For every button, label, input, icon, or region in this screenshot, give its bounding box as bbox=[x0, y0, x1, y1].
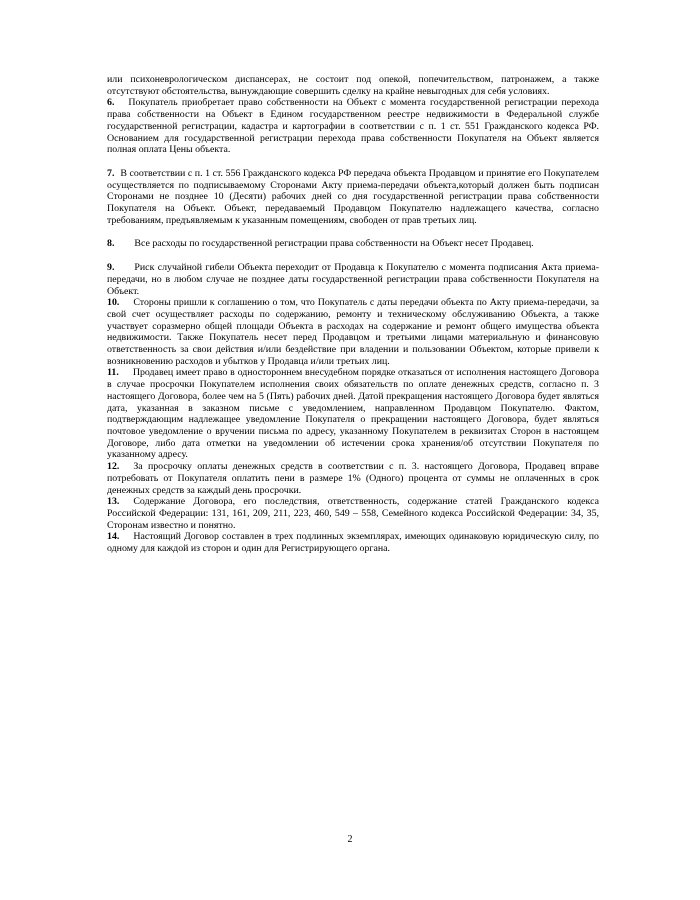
paragraph-text: Продавец имеет право в одностороннем внесудебном порядке отказаться от исполнения настоящего Договора в случае просрочки Покупателем исполнения своих обязательств по оплате денежных средств, согласно п. 3 настоящего Договора, более чем на 5 (Пять) рабочих дней. Датой прекращения настоящего Договора будет являться дата, указанная в заказном письме с уведомлением, направленном Продавцом Покупателю. Фактом, подтверждающим надлежащее уведомление Покупателя о прекращении настоящего Договора, будет являться почтовое уведомление о вручении письма по адресу, указанному Покупателем в реквизитах Сторон в настоящем Договоре, либо дата отметки на уведомлении об истечении срока хранения/об отсутствии Покупателя по указанному адресу. bbox=[107, 367, 599, 461]
paragraph-13 bbox=[107, 496, 599, 531]
paragraph-number: 14. bbox=[107, 531, 120, 543]
paragraph-text: Все расходы по государственной регистрации права собственности на Объект несет Продавец. bbox=[134, 238, 534, 250]
paragraph-number: 11. bbox=[107, 367, 119, 379]
paragraph-continuation bbox=[107, 74, 599, 97]
paragraph-10 bbox=[107, 297, 599, 367]
paragraph-12 bbox=[107, 461, 599, 496]
paragraph-7 bbox=[107, 168, 599, 227]
document-body bbox=[107, 74, 599, 555]
paragraph-text: или психоневрологическом диспансерах, не состоит под опекой, попечительством, патронажем, а также отсутствуют обстоятельства, вынуждающие совершить сделку на крайне невыгодных для себя условиях. bbox=[107, 74, 599, 97]
paragraph-text: Покупатель приобретает право собственности на Объект с момента государственной регистрации перехода права собственности на Объект в Едином государственном реестре недвижимости в Федеральной службе государственной регистрации, кадастра и картографии в соответствии с п. 1 ст. 551 Гражданского кодекса РФ. Основанием для государственной регистрации перехода права собственности Покупателя на Объект является полная оплата Цены объекта. bbox=[107, 97, 599, 156]
paragraph-text: Содержание Договора, его последствия, ответственность, содержание статей Гражданского кодекса Российской Федерации: 131, 161, 209, 211, 223, 460, 549 – 558, Семейного кодекса Российской Федерации: 34, 35, Сторонам известно и понятно. bbox=[107, 496, 599, 531]
paragraph-number: 8. bbox=[107, 238, 115, 250]
paragraph-11 bbox=[107, 367, 599, 461]
paragraph-text: Риск случайной гибели Объекта переходит от Продавца к Покупателю с момента подписания Акта приема-передачи, но в любом случае не позднее даты государственной регистрации права собственности Покупателя на Объект. bbox=[107, 262, 599, 297]
paragraph-number: 10. bbox=[107, 297, 120, 309]
paragraph-number: 12. bbox=[107, 461, 120, 473]
paragraph-14 bbox=[107, 531, 599, 554]
paragraph-text: Настоящий Договор составлен в трех подлинных экземплярах, имеющих одинаковую юридическую силу, по одному для каждой из сторон и один для Регистрирующего органа. bbox=[107, 531, 599, 555]
page-number: 2 bbox=[347, 834, 353, 845]
paragraph-text: Стороны пришли к соглашению о том, что Покупатель с даты передачи объекта по Акту приема-передачи, за свой счет осуществляет расходы по содержанию, ремонту и техническому обслуживанию Объекта, а также участвует соразмерно общей площади Объекта в расходах на содержание и ремонт общего имущества объекта недвижимости. Также Покупатель несет перед Продавцом и третьими лицами материальную и финансовую ответственность за свои действия и/или бездействие при владении и пользовании Объектом, которые привели к возникновению расходов и убытков у Продавца и/или третьих лиц. bbox=[107, 297, 599, 367]
paragraph-number: 9. bbox=[107, 262, 115, 274]
paragraph-number: 6. bbox=[107, 97, 115, 109]
paragraph-text: В соответствии с п. 1 ст. 556 Гражданского кодекса РФ передача объекта Продавцом и принятие его Покупателем осуществляется по подписываемому Сторонами Акту приема-передачи объекта,который должен быть подписан Сторонами не позднее 10 (Десяти) рабочих дней со дня государственной регистрации права собственности Покупателя на Объект. Объект, передаваемый Продавцом Покупателю надлежащего качества, согласно требованиям, предъявляемым к указанным помещениям, свободен от прав третьих лиц. bbox=[107, 167, 599, 226]
paragraph-number: 7. bbox=[107, 167, 115, 179]
paragraph-8 bbox=[107, 238, 599, 250]
paragraph-9 bbox=[107, 262, 599, 297]
paragraph-text: За просрочку оплаты денежных средств в соответствии с п. 3. настоящего Договора, Продавец вправе потребовать от Покупателя оплатить пени в размере 1% (Одного) процента от суммы не оплаченных в срок денежных средств за каждый день просрочки. bbox=[107, 461, 599, 496]
paragraph-number: 13. bbox=[107, 496, 120, 508]
paragraph-6 bbox=[107, 97, 599, 156]
